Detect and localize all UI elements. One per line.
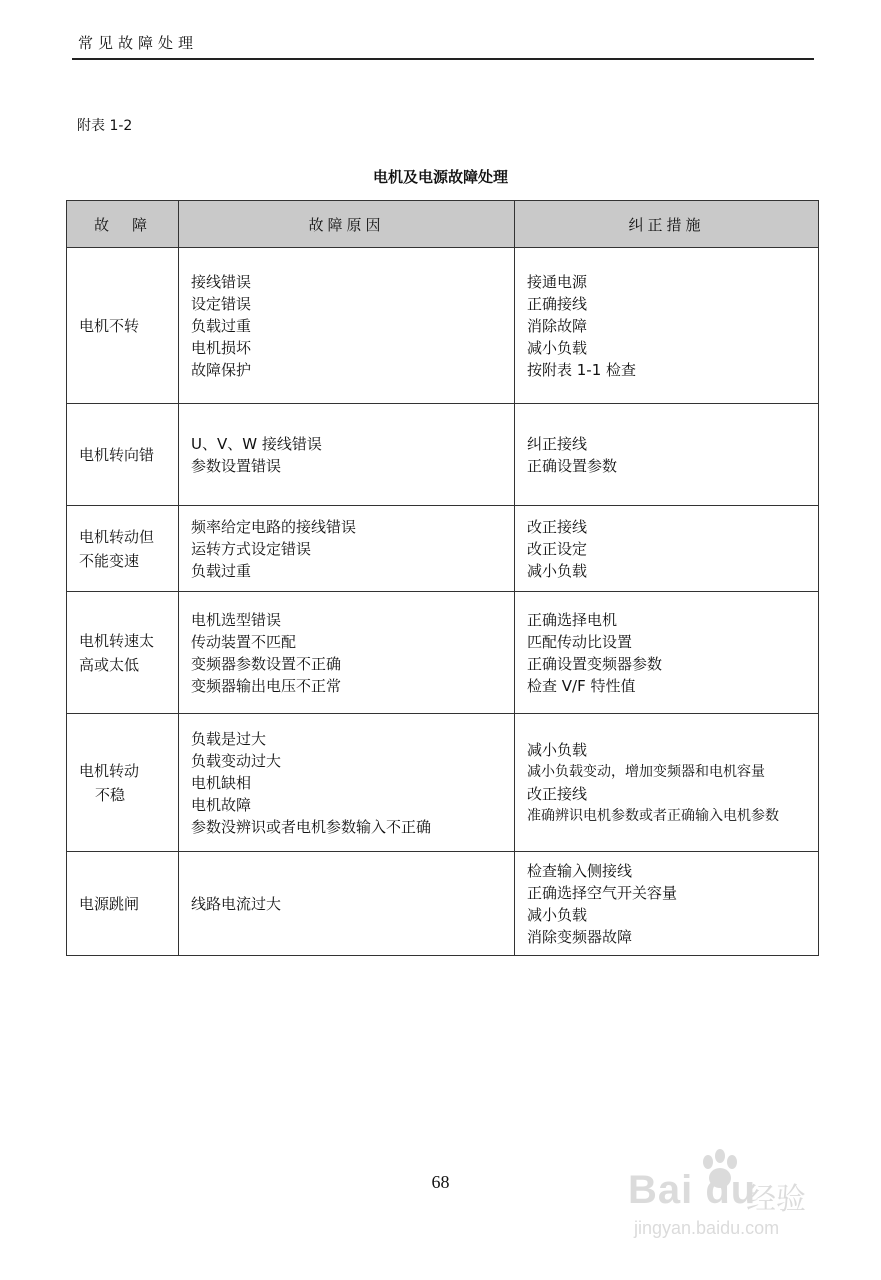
fix-cell (515, 404, 819, 506)
cause-cell (179, 506, 515, 592)
cause-item: U、V、W 接线错误 (191, 434, 322, 453)
fault-cell (67, 592, 179, 714)
table-row (67, 852, 819, 956)
fix-item: 改正接线 (527, 784, 588, 803)
fault-cell (67, 248, 179, 404)
fix-item: 正确设置变频器参数 (527, 654, 663, 673)
fix-item: 按附表 1-1 检查 (527, 360, 637, 379)
cause-item: 频率给定电路的接线错误 (191, 517, 357, 536)
fault-cell (67, 506, 179, 592)
fault-cell (67, 852, 179, 956)
cause-item: 负载变动过大 (191, 751, 282, 770)
fault-cell (67, 404, 179, 506)
fault-text: 不稳 (95, 785, 126, 804)
cause-item: 运转方式设定错误 (191, 539, 312, 558)
cause-item: 负载过重 (191, 561, 252, 580)
fix-item: 接通电源 (527, 272, 588, 291)
fault-text: 电机不转 (79, 316, 140, 335)
cause-item: 变频器参数设置不正确 (191, 654, 342, 673)
watermark-brand: Bai du (628, 1168, 757, 1212)
table-row (67, 592, 819, 714)
page-number: 68 (431, 1172, 450, 1192)
table-header-row (67, 201, 819, 248)
appendix-label: 附表 1-2 (77, 118, 133, 134)
fix-item: 消除变频器故障 (527, 927, 633, 946)
fix-cell (515, 714, 819, 852)
cause-item: 设定错误 (191, 294, 252, 313)
fault-text: 电机转动 (79, 761, 140, 780)
fault-text: 电源跳闸 (79, 894, 140, 913)
watermark-url: jingyan.baidu.com (634, 1218, 780, 1238)
fix-item: 正确选择空气开关容量 (527, 883, 678, 902)
fix-item: 改正接线 (527, 517, 588, 536)
fix-cell (515, 248, 819, 404)
table-row (67, 248, 819, 404)
fix-item: 减小负载 (527, 338, 588, 357)
baidu-jingyan-watermark (628, 1148, 868, 1258)
fix-cell (515, 592, 819, 714)
fault-text: 电机转速太 (79, 631, 155, 650)
fault-table (66, 200, 819, 956)
cause-item: 负载过重 (191, 316, 252, 335)
fix-item: 减小负载 (527, 905, 588, 924)
fix-item: 检查输入侧接线 (527, 861, 633, 880)
watermark-site: 经验 (746, 1182, 806, 1217)
fix-item: 减小负载变动，增加变频器和电机容量 (527, 763, 765, 780)
cause-cell (179, 852, 515, 956)
cause-item: 参数设置错误 (191, 456, 282, 475)
fix-item: 减小负载 (527, 561, 588, 580)
fix-item: 减小负载 (527, 740, 588, 759)
cause-item: 线路电流过大 (191, 894, 282, 913)
fix-cell (515, 852, 819, 956)
cause-item: 电机故障 (191, 795, 252, 814)
table-title: 电机及电源故障处理 (372, 168, 508, 186)
fix-item: 消除故障 (527, 316, 588, 335)
cause-cell (179, 404, 515, 506)
fix-item: 正确接线 (527, 294, 588, 313)
cause-item: 变频器输出电压不正常 (191, 676, 342, 695)
cause-item: 参数没辨识或者电机参数输入不正确 (191, 817, 432, 836)
fix-item: 正确设置参数 (527, 456, 618, 475)
fix-item: 匹配传动比设置 (527, 632, 633, 651)
cause-cell (179, 714, 515, 852)
column-header-fix: 纠正措施 (515, 201, 819, 248)
cause-cell (179, 248, 515, 404)
cause-item: 接线错误 (191, 272, 252, 291)
fix-item: 改正设定 (527, 539, 588, 558)
fix-item: 检查 V/F 特性值 (527, 676, 636, 695)
cause-item: 传动装置不匹配 (191, 632, 297, 651)
cause-item: 电机选型错误 (191, 610, 282, 629)
cause-item: 故障保护 (191, 360, 252, 379)
fault-text: 电机转向错 (79, 445, 155, 464)
fix-item: 正确选择电机 (527, 610, 618, 629)
cause-item: 负载是过大 (191, 729, 267, 748)
table-row (67, 506, 819, 592)
page-header (72, 30, 814, 60)
fault-text: 高或太低 (79, 655, 140, 674)
cause-item: 电机缺相 (191, 773, 252, 792)
column-header-fault: 故 障 (67, 201, 179, 248)
cause-cell (179, 592, 515, 714)
fault-text: 电机转动但 (79, 527, 155, 546)
fix-item: 纠正接线 (527, 434, 588, 453)
column-header-cause: 故障原因 (179, 201, 515, 248)
header-title: 常见故障处理 (78, 34, 199, 52)
fault-text: 不能变速 (79, 551, 140, 570)
table-row (67, 404, 819, 506)
table-row (67, 714, 819, 852)
fault-cell (67, 714, 179, 852)
cause-item: 电机损坏 (191, 338, 252, 357)
fix-cell (515, 506, 819, 592)
fix-item: 准确辨识电机参数或者正确输入电机参数 (527, 807, 779, 824)
